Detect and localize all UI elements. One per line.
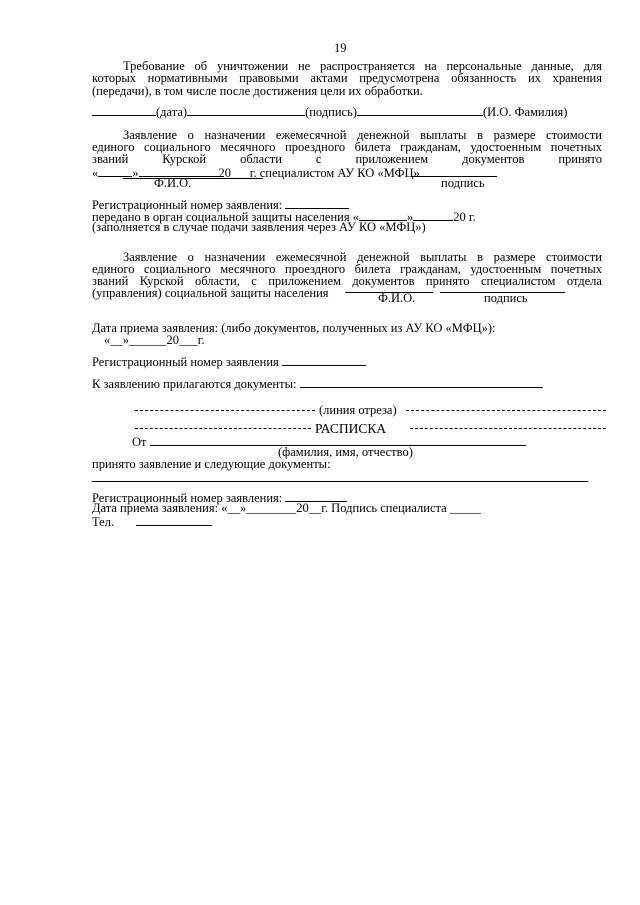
word: принято (558, 152, 602, 166)
receipt-tel: Тел. (92, 514, 212, 529)
s2-line-4: (управления) социальной защиты населения (92, 286, 329, 300)
s1-reg-label: Регистрационный номер заявления: (92, 197, 349, 212)
word: обязанность (451, 71, 517, 85)
receipt-accepted: принято заявление и следующие документы: (92, 457, 331, 471)
cut-line-label: (линия отреза) (319, 403, 397, 417)
name-label: (И.О. Фамилия) (482, 105, 568, 119)
word: назначении (204, 128, 266, 142)
word: на (424, 59, 437, 73)
word: почетных (550, 140, 602, 154)
name-blank[interactable] (357, 104, 483, 116)
word: единого (92, 262, 135, 276)
date-label: (дата) (156, 105, 188, 119)
s2-attached: К заявлению прилагаются документы: (92, 376, 543, 391)
page-number: 19 (334, 41, 347, 55)
word: правовыми (239, 71, 299, 85)
word: званий (92, 274, 129, 288)
word: месячного (220, 140, 276, 154)
word: об (194, 59, 208, 73)
word: удостоенным (470, 262, 542, 276)
word: социального (143, 140, 211, 154)
receipt-documents-line[interactable] (92, 481, 588, 482)
word: гражданам, (400, 262, 461, 276)
word: отдела (566, 274, 602, 288)
word: денежной (357, 128, 410, 142)
word: выплаты (420, 128, 467, 142)
word: размере (493, 250, 536, 264)
word: распространяется (319, 59, 415, 73)
word: нормативными (147, 71, 228, 85)
notice-line-3: (передачи), в том числе после достижения цели их обработки. (92, 84, 423, 98)
cut-line-right (406, 410, 606, 411)
receipt-from-caption: (фамилия, имя, отчество) (278, 445, 413, 459)
word: уничтожении (216, 59, 289, 73)
s2-sign-label: подпись (484, 291, 528, 305)
receipt-date: Дата приема заявления: «__»________20__г. Подпись специалиста _____ (92, 501, 482, 515)
word: билета (354, 140, 391, 154)
word: назначении (204, 250, 266, 264)
word: званий (92, 152, 129, 166)
tel-blank[interactable] (136, 514, 212, 526)
word: персональные (446, 59, 522, 73)
word: предусмотрена (359, 71, 440, 85)
word: стоимости (546, 250, 602, 264)
word: в (477, 128, 483, 142)
word: с (251, 274, 257, 288)
s2-date-line: «__»______20___г. (104, 333, 205, 347)
word: о (187, 128, 194, 142)
s1-sign-label: подпись (441, 176, 485, 190)
s2-date-label: Дата приема заявления: (либо документов, полученных из АУ КО «МФЦ»): (92, 321, 496, 335)
word: документов (352, 274, 415, 288)
word: удостоенным (470, 140, 542, 154)
word: Курской (162, 152, 207, 166)
word: актами (310, 71, 348, 85)
word: почетных (550, 262, 602, 276)
word: месячного (220, 262, 276, 276)
word: их (527, 71, 541, 85)
date-blank[interactable] (92, 104, 156, 116)
word: денежной (357, 250, 410, 264)
word: проездного (285, 262, 346, 276)
word: билета (354, 262, 391, 276)
s1-reg-blank[interactable] (285, 197, 349, 209)
s1-note: (заполняется в случае подачи заявления через АУ КО «МФЦ») (92, 220, 426, 234)
word: в (477, 250, 483, 264)
word: Требование (123, 59, 185, 73)
word: области, (194, 274, 240, 288)
word: с (315, 152, 322, 166)
sign-label: (подпись) (305, 105, 357, 119)
s2-fio-label: Ф.И.О. (378, 291, 416, 305)
word: ежемесячной (275, 128, 347, 142)
word: которых (92, 71, 136, 85)
receipt-title: РАСПИСКА (315, 421, 387, 436)
s2-reg-label: Регистрационный номер заявления (92, 354, 366, 369)
receipt-rule-left (135, 428, 311, 429)
s1-line-4: « » 20___г. специалистом АУ КО «МФЦ» (92, 166, 420, 180)
word: данные, (531, 59, 574, 73)
attached-blank[interactable] (300, 376, 543, 388)
s2-reg-blank[interactable] (282, 354, 366, 366)
word: о (187, 250, 194, 264)
word: ежемесячной (275, 250, 347, 264)
word: Заявление (123, 250, 178, 264)
receipt-reg: Регистрационный номер заявления: (92, 490, 347, 505)
s1-fio-label: Ф.И.О. (154, 176, 192, 190)
word: социального (143, 262, 211, 276)
word: выплаты (420, 250, 467, 264)
s1-transfer: передано в орган социальной защиты населения « » 20 г. (92, 210, 476, 224)
word: гражданам, (400, 140, 461, 154)
word: приложением (355, 152, 429, 166)
word: не (297, 59, 311, 73)
word: приложением (268, 274, 341, 288)
word: специалистом (480, 274, 556, 288)
word: хранения (552, 71, 602, 85)
s1-fio-line[interactable] (123, 178, 263, 179)
signature-row (92, 104, 567, 119)
word: Заявление (123, 128, 178, 142)
word: области (240, 152, 282, 166)
word: Курской (139, 274, 184, 288)
word: принято (425, 274, 470, 288)
word: документов (462, 152, 525, 166)
word: проездного (285, 140, 346, 154)
word: размере (493, 128, 536, 142)
word: для (583, 59, 602, 73)
receipt-from: От (132, 434, 526, 449)
word: единого (92, 140, 135, 154)
sign-blank[interactable] (187, 104, 305, 116)
day-blank[interactable] (98, 165, 132, 177)
receipt-rule-right (410, 428, 606, 429)
word: стоимости (546, 128, 602, 142)
cut-line-left (135, 410, 315, 411)
